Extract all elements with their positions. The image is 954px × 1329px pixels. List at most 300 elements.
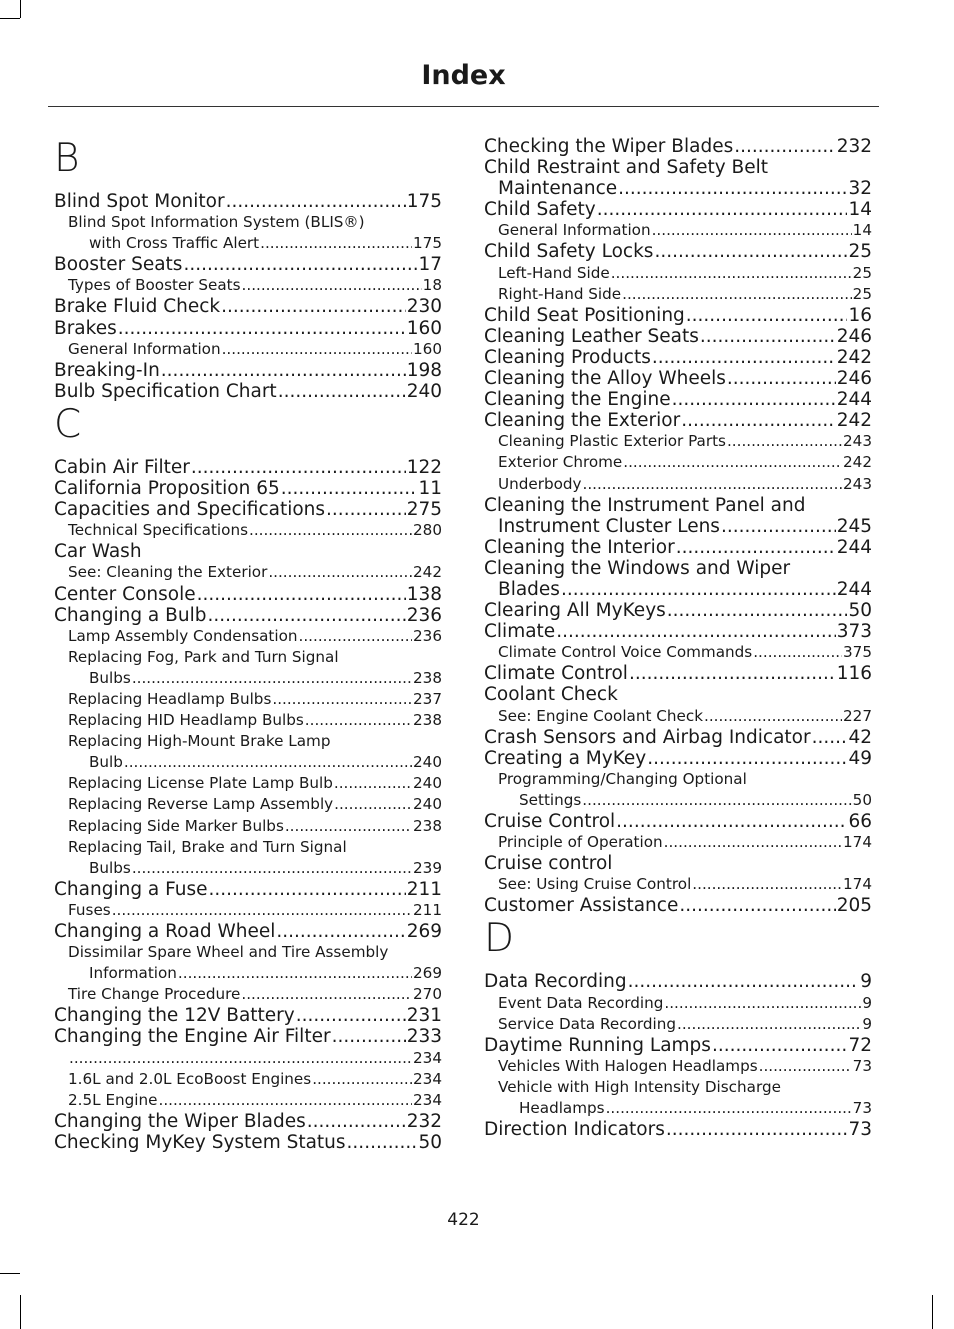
entry-label: Child Seat Positioning	[484, 304, 685, 326]
entry-label: General Information	[498, 221, 651, 240]
entry-page-number: 160	[406, 317, 442, 339]
dot-leader	[727, 431, 842, 452]
entry-page-number: 237	[413, 689, 442, 708]
dot-leader	[677, 1014, 861, 1035]
entry-label: Direction Indicators	[484, 1119, 665, 1141]
entry-label: Brake Fluid Check	[54, 296, 221, 318]
crop-mark	[0, 18, 20, 19]
dot-leader	[332, 1026, 406, 1047]
index-subentry[interactable]	[484, 220, 872, 241]
entry-label: Climate Control Voice Commands	[498, 643, 753, 662]
index-subentry[interactable]	[484, 474, 872, 495]
index-heading: Car Wash	[54, 541, 142, 563]
entry-label: Capacities and Specifications	[54, 499, 326, 521]
index-entry[interactable]	[484, 895, 872, 916]
index-entry[interactable]	[54, 296, 442, 317]
index-subentry[interactable]	[484, 284, 872, 305]
dot-leader	[676, 537, 836, 558]
crop-mark	[20, 1295, 21, 1329]
entry-label: See: Cleaning the Exterior	[68, 563, 268, 582]
index-heading: Cleaning the Instrument Panel and	[484, 494, 806, 516]
entry-page-number: 238	[413, 711, 442, 730]
index-entry[interactable]	[54, 1005, 442, 1026]
entry-label: Technical Specifications	[68, 521, 248, 540]
dot-leader	[628, 971, 860, 992]
dot-leader	[183, 254, 417, 275]
dot-leader	[307, 1111, 406, 1132]
crop-mark	[932, 1295, 933, 1329]
entry-label: Information	[89, 964, 177, 983]
entry-page-number: 240	[413, 774, 442, 793]
entry-label: Cleaning Plastic Exterior Parts	[498, 432, 726, 451]
index-entry[interactable]	[54, 499, 442, 520]
entry-page-number: 240	[406, 380, 442, 402]
index-entry[interactable]	[54, 1111, 442, 1132]
dot-leader	[704, 706, 842, 727]
entry-label: See: Engine Coolant Check	[498, 706, 703, 725]
dot-leader	[178, 963, 412, 984]
entry-page-number: 232	[406, 1110, 442, 1132]
entry-page-number: 9	[862, 1014, 872, 1033]
entry-label: Climate	[484, 621, 556, 643]
index-subentry[interactable]	[484, 790, 872, 811]
entry-label: Brakes	[54, 317, 117, 339]
entry-page-number: 234	[413, 1069, 442, 1088]
index-column-right	[484, 136, 872, 1140]
entry-label: Changing the Engine Air Filter	[54, 1026, 331, 1048]
entry-page-number: 174	[843, 875, 872, 894]
index-subentry[interactable]	[54, 275, 442, 296]
entry-label: Cabin Air Filter	[54, 456, 190, 478]
dot-leader	[161, 360, 406, 381]
index-section-letter: D	[484, 916, 515, 962]
dot-leader	[334, 794, 412, 815]
entry-page-number: 238	[413, 668, 442, 687]
dot-leader	[622, 284, 852, 305]
index-subheading: Programming/Changing Optional	[498, 769, 747, 788]
dot-leader	[334, 773, 412, 794]
dot-leader	[299, 626, 412, 647]
dot-leader	[296, 1005, 406, 1026]
entry-page-number: 242	[413, 563, 442, 582]
entry-page-number: 72	[848, 1034, 872, 1056]
entry-page-number: 240	[413, 753, 442, 772]
entry-page-number: 244	[836, 389, 872, 411]
entry-label: Cleaning the Interior	[484, 536, 675, 558]
entry-label: Cruise Control	[484, 811, 616, 832]
index-subentry[interactable]	[54, 900, 442, 921]
index-entry[interactable]	[484, 199, 872, 220]
dot-leader	[654, 241, 847, 262]
index-subheading: Replacing High-Mount Brake Lamp	[68, 732, 331, 751]
index-subentry[interactable]	[54, 963, 442, 984]
dot-leader	[305, 710, 412, 731]
entry-label: Child Safety	[484, 199, 596, 221]
index-entry[interactable]	[54, 381, 442, 402]
dot-leader	[561, 579, 836, 600]
index-entry[interactable]	[484, 811, 872, 832]
index-subentry[interactable]	[54, 689, 442, 710]
index-subentry[interactable]	[54, 626, 442, 647]
entry-page-number: 25	[852, 263, 872, 282]
entry-page-number: 244	[836, 536, 872, 558]
entry-label: Cleaning the Alloy Wheels	[484, 368, 726, 390]
dot-leader	[124, 752, 412, 773]
dot-leader	[118, 318, 406, 339]
index-subentry[interactable]	[54, 752, 442, 773]
entry-label: Cleaning Products	[484, 346, 651, 368]
entry-page-number: 211	[413, 900, 442, 919]
dot-leader	[281, 478, 418, 499]
index-entry[interactable]	[484, 1119, 872, 1140]
dot-leader	[191, 457, 406, 478]
dot-leader	[616, 811, 847, 832]
index-subentry[interactable]	[54, 562, 442, 583]
entry-label: Replacing Headlamp Bulbs	[68, 689, 272, 708]
index-subentry[interactable]	[484, 706, 872, 727]
entry-page-number: 73	[852, 1056, 872, 1075]
index-entry[interactable]	[484, 516, 872, 537]
entry-label: Cleaning the Engine	[484, 389, 671, 411]
dot-leader	[734, 136, 835, 157]
index-entry[interactable]	[54, 584, 442, 605]
entry-label: Blind Spot Monitor	[54, 191, 225, 212]
entry-page-number: 245	[836, 515, 872, 537]
index-section-letter: C	[54, 401, 82, 447]
entry-label: Checking MyKey System Status	[54, 1131, 346, 1153]
entry-label: Blades	[498, 578, 560, 600]
entry-page-number: 269	[413, 964, 442, 983]
entry-page-number: 373	[836, 621, 872, 643]
index-subentry[interactable]	[54, 794, 442, 815]
dot-leader	[629, 663, 836, 684]
dot-leader	[692, 874, 842, 895]
index-subentry[interactable]	[484, 452, 872, 473]
entry-label: Headlamps	[519, 1099, 605, 1118]
index-entry[interactable]	[54, 254, 442, 275]
index-entry[interactable]	[484, 748, 872, 769]
index-subentry[interactable]	[54, 710, 442, 731]
entry-page-number: 227	[843, 706, 872, 725]
entry-page-number: 236	[406, 604, 442, 626]
dot-leader	[207, 605, 405, 626]
index-entry[interactable]	[484, 368, 872, 389]
entry-page-number: 243	[843, 432, 872, 451]
entry-page-number: 243	[843, 474, 872, 493]
entry-page-number: 66	[848, 811, 872, 832]
header-rule	[48, 106, 879, 107]
entry-label: 2.5L Engine	[68, 1090, 158, 1109]
index-subentry[interactable]	[484, 431, 872, 452]
entry-label: Right-Hand Side	[498, 284, 622, 303]
index-entry[interactable]	[54, 360, 442, 381]
entry-page-number: 242	[836, 346, 872, 368]
dot-leader	[556, 621, 835, 642]
entry-label: Fuses	[68, 900, 111, 919]
entry-page-number: 122	[406, 456, 442, 478]
dot-leader	[112, 900, 412, 921]
entry-label: Types of Booster Seats	[68, 276, 241, 295]
index-subheading: Blind Spot Information System (BLIS®)	[68, 213, 365, 232]
entry-label: Settings	[519, 790, 582, 809]
crop-mark	[0, 1273, 20, 1274]
entry-page-number: 236	[413, 626, 442, 645]
index-subentry[interactable]	[54, 233, 442, 254]
entry-label: See: Using Cruise Control	[498, 875, 692, 894]
entry-label: Breaking-In	[54, 359, 160, 381]
entry-label: California Proposition 65	[54, 478, 280, 500]
entry-page-number: 14	[848, 199, 872, 221]
index-entry[interactable]	[54, 1132, 442, 1153]
index-entry[interactable]	[484, 621, 872, 642]
page-number: 422	[447, 1210, 480, 1230]
index-entry[interactable]	[54, 921, 442, 942]
dot-leader	[812, 727, 848, 748]
entry-page-number: 11	[418, 478, 442, 500]
dot-leader	[276, 921, 405, 942]
dot-leader	[347, 1132, 418, 1153]
dot-leader	[272, 689, 412, 710]
dot-leader	[326, 499, 406, 520]
index-section-letter: B	[54, 136, 80, 181]
index-subentry[interactable]	[484, 1098, 872, 1119]
entry-page-number: 50	[418, 1131, 442, 1153]
index-subentry[interactable]	[484, 874, 872, 895]
index-entry[interactable]	[484, 600, 872, 621]
entry-label: Crash Sensors and Airbag Indicator	[484, 726, 811, 748]
index-entry[interactable]	[484, 971, 872, 992]
index-subentry[interactable]	[484, 642, 872, 663]
entry-label: Child Safety Locks	[484, 241, 654, 263]
entry-page-number: 160	[413, 339, 442, 358]
entry-label: Lamp Assembly Condensation	[68, 626, 298, 645]
entry-page-number: 240	[413, 795, 442, 814]
entry-page-number: 238	[413, 816, 442, 835]
dot-leader	[278, 381, 406, 402]
entry-page-number: 174	[843, 833, 872, 852]
dot-leader	[222, 339, 412, 360]
dot-leader	[712, 1035, 848, 1056]
entry-label: Center Console	[54, 583, 196, 605]
entry-label: Service Data Recording	[498, 1014, 677, 1033]
entry-page-number: 50	[848, 600, 872, 622]
index-subheading: Replacing Fog, Park and Turn Signal	[68, 647, 339, 666]
dot-leader	[242, 275, 422, 296]
entry-page-number: 9	[860, 971, 872, 993]
entry-page-number: 17	[418, 254, 442, 276]
index-heading: Cruise control	[484, 853, 613, 875]
entry-page-number: 73	[848, 1119, 872, 1141]
entry-page-number: 246	[836, 325, 872, 347]
index-subentry[interactable]	[54, 773, 442, 794]
dot-leader	[249, 520, 412, 541]
entry-page-number: 116	[836, 663, 872, 685]
index-entry[interactable]	[484, 1035, 872, 1056]
entry-page-number: 270	[413, 985, 442, 1004]
entry-label: Data Recording	[484, 971, 627, 993]
index-entry[interactable]	[484, 305, 872, 326]
index-entry[interactable]	[484, 241, 872, 262]
entry-page-number: 49	[848, 747, 872, 769]
entry-page-number: 231	[406, 1005, 442, 1027]
dot-leader	[132, 858, 412, 879]
entry-label: Vehicles With Halogen Headlamps	[498, 1056, 758, 1075]
index-entry[interactable]	[54, 879, 442, 900]
dot-leader	[753, 642, 842, 663]
entry-page-number: 175	[413, 234, 442, 253]
index-entry[interactable]	[484, 663, 872, 684]
index-subentry[interactable]	[54, 984, 442, 1005]
dot-leader	[597, 199, 848, 220]
entry-page-number: 275	[406, 499, 442, 521]
index-entry[interactable]	[54, 318, 442, 339]
entry-page-number: 234	[413, 1090, 442, 1109]
dot-leader	[623, 452, 842, 473]
entry-page-number: 269	[406, 921, 442, 942]
entry-page-number: 9	[862, 993, 872, 1012]
index-entry[interactable]	[484, 326, 872, 347]
entry-page-number: 233	[406, 1026, 442, 1048]
index-column-left	[54, 136, 442, 1153]
entry-label: Maintenance	[498, 178, 618, 200]
entry-label: Tire Change Procedure	[68, 985, 241, 1004]
dot-leader	[727, 368, 836, 389]
entry-label: Booster Seats	[54, 254, 183, 276]
dot-leader	[268, 562, 412, 583]
dot-leader	[132, 668, 412, 689]
dot-leader	[666, 1119, 848, 1140]
dot-leader	[260, 233, 412, 254]
entry-label: Replacing License Plate Lamp Bulb	[68, 774, 333, 793]
entry-page-number: 25	[848, 241, 872, 263]
entry-page-number: 14	[852, 221, 872, 240]
entry-label: Exterior Chrome	[498, 453, 623, 472]
dot-leader	[312, 1069, 412, 1090]
entry-page-number: 25	[852, 284, 872, 303]
entry-page-number: 242	[836, 410, 872, 432]
entry-page-number: 242	[843, 453, 872, 472]
index-entry[interactable]	[484, 389, 872, 410]
index-heading: Coolant Check	[484, 684, 618, 706]
entry-label: Bulbs	[89, 858, 131, 877]
index-subentry[interactable]	[484, 263, 872, 284]
entry-label: Bulbs	[89, 668, 131, 687]
index-subheading: Replacing Tail, Brake and Turn Signal	[68, 837, 347, 856]
entry-page-number: 230	[406, 296, 442, 318]
entry-page-number: 234	[413, 1048, 442, 1067]
index-entry[interactable]	[484, 178, 872, 199]
index-subentry[interactable]	[484, 1056, 872, 1077]
dot-leader	[647, 748, 847, 769]
index-subentry[interactable]	[54, 858, 442, 879]
index-subentry[interactable]	[484, 1014, 872, 1035]
index-subheading: Vehicle with High Intensity Discharge	[498, 1077, 781, 1096]
entry-page-number: 239	[413, 858, 442, 877]
dot-leader	[285, 816, 412, 837]
entry-page-number: 18	[422, 276, 442, 295]
dot-leader	[606, 1098, 852, 1119]
entry-label: Clearing All MyKeys	[484, 600, 666, 622]
entry-page-number: 205	[836, 895, 872, 917]
entry-label: Daytime Running Lamps	[484, 1034, 711, 1056]
index-entry[interactable]	[484, 579, 872, 600]
entry-page-number: 280	[413, 521, 442, 540]
dot-leader	[652, 220, 852, 241]
index-entry[interactable]	[54, 478, 442, 499]
dot-leader	[159, 1090, 413, 1111]
index-entry[interactable]	[54, 605, 442, 626]
dot-leader	[582, 790, 851, 811]
entry-label: Changing the Wiper Blades	[54, 1110, 306, 1132]
entry-page-number: 375	[843, 643, 872, 662]
index-entry[interactable]	[484, 727, 872, 748]
dot-leader	[759, 1056, 852, 1077]
index-subentry[interactable]	[54, 1090, 442, 1111]
index-subentry[interactable]	[484, 993, 872, 1014]
dot-leader	[679, 895, 835, 916]
index-entry[interactable]	[54, 1026, 442, 1047]
index-subentry[interactable]	[54, 520, 442, 541]
entry-label: Changing a Road Wheel	[54, 921, 276, 942]
dot-leader	[681, 410, 836, 431]
entry-label: 1.6L and 2.0L EcoBoost Engines	[68, 1069, 312, 1088]
dot-leader	[611, 263, 852, 284]
entry-label: Principle of Operation	[498, 833, 663, 852]
index-heading: Cleaning the Windows and Wiper	[484, 557, 791, 579]
dot-leader	[667, 600, 848, 621]
entry-label: Replacing Side Marker Bulbs	[68, 816, 284, 835]
entry-label: Customer Assistance	[484, 895, 679, 917]
entry-page-number: 16	[848, 304, 872, 326]
index-heading: Child Restraint and Safety Belt	[484, 157, 768, 179]
entry-page-number: 198	[406, 359, 442, 381]
entry-label: Event Data Recording	[498, 993, 664, 1012]
dot-leader	[221, 296, 406, 317]
index-subentry[interactable]	[54, 339, 442, 360]
index-entry[interactable]	[54, 457, 442, 478]
index-subentry[interactable]	[54, 668, 442, 689]
dot-leader	[241, 984, 412, 1005]
index-entry[interactable]	[484, 537, 872, 558]
dot-leader	[209, 879, 406, 900]
index-entry[interactable]	[484, 347, 872, 368]
entry-label: Bulb Specification Chart	[54, 380, 277, 402]
dot-leader	[69, 1048, 412, 1069]
index-subentry[interactable]	[54, 1069, 442, 1090]
entry-label: Climate Control	[484, 663, 628, 685]
index-entry[interactable]	[484, 410, 872, 431]
index-subentry[interactable]	[54, 1048, 442, 1069]
entry-label: Changing a Bulb	[54, 604, 207, 626]
dot-leader	[700, 326, 836, 347]
page-title: Index	[421, 60, 506, 91]
entry-label: Changing a Fuse	[54, 878, 208, 900]
index-subentry[interactable]	[54, 816, 442, 837]
dot-leader	[652, 347, 836, 368]
entry-label: Left-Hand Side	[498, 263, 610, 282]
entry-page-number: 73	[852, 1099, 872, 1118]
entry-label: Changing the 12V Battery	[54, 1005, 295, 1027]
entry-label: with Cross Traffic Alert	[89, 234, 260, 253]
entry-label: Creating a MyKey	[484, 747, 647, 769]
dot-leader	[583, 474, 842, 495]
index-subentry[interactable]	[484, 832, 872, 853]
entry-page-number: 138	[406, 583, 442, 605]
entry-page-number: 244	[836, 578, 872, 600]
entry-label: General Information	[68, 339, 221, 358]
index-entry[interactable]	[484, 136, 872, 157]
index-entry[interactable]	[54, 191, 442, 212]
